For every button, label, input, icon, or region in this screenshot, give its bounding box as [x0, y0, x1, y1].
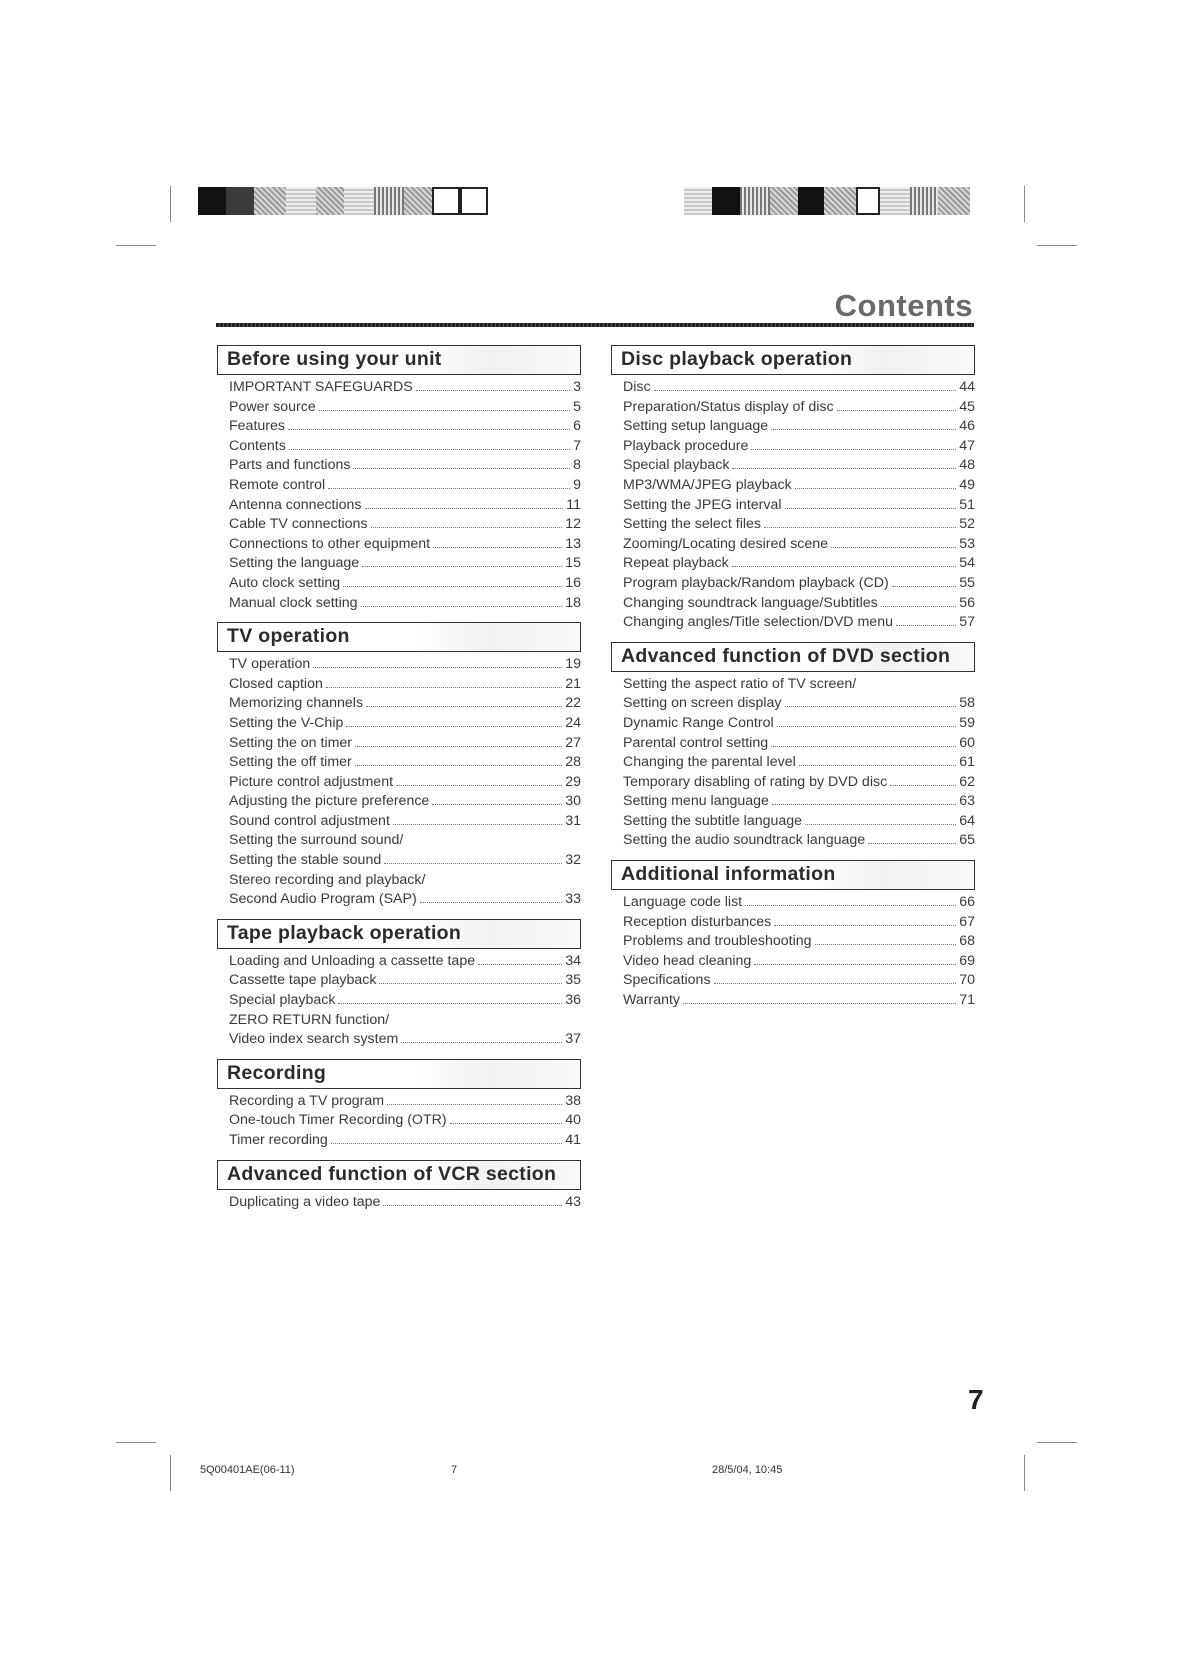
dot-leader [732, 468, 956, 469]
toc-entry [611, 971, 975, 991]
dot-leader [896, 625, 956, 626]
dot-leader [384, 863, 562, 864]
toc-entry [611, 437, 975, 457]
toc-entry [217, 476, 581, 496]
toc-entry [217, 1092, 581, 1112]
section-heading-text: TV operation [227, 625, 350, 648]
toc-entry [217, 831, 581, 851]
toc-entry-page: 12 [565, 516, 581, 533]
toc-entry [217, 594, 581, 614]
toc-entry-title: Closed caption [229, 675, 323, 692]
toc-entry [217, 655, 581, 675]
toc-entry-title: Auto clock setting [229, 574, 341, 591]
toc-entry-title: TV operation [229, 656, 311, 673]
toc-entry-page: 61 [959, 754, 975, 771]
toc-entry [217, 378, 581, 398]
toc-entry-page: 49 [959, 476, 975, 493]
dot-leader [383, 1205, 562, 1206]
toc-entry-page: 57 [959, 614, 975, 631]
crop-mark [170, 1455, 171, 1491]
dot-leader [805, 824, 956, 825]
toc-entry [611, 535, 975, 555]
toc-entry [611, 893, 975, 913]
toc-entry-page: 22 [565, 695, 581, 712]
dot-leader [355, 746, 562, 747]
toc-entry [611, 496, 975, 516]
toc-entry-page: 70 [959, 972, 975, 989]
toc-entry [217, 714, 581, 734]
dot-leader [892, 586, 956, 587]
toc-entry [217, 792, 581, 812]
toc-entry [217, 496, 581, 516]
toc-entry-page: 55 [959, 574, 975, 591]
dot-leader [799, 765, 956, 766]
toc-entry-title: Warranty [623, 992, 681, 1009]
toc-entry-title: Setting the subtitle language [623, 812, 803, 829]
section-entries-vcr-advanced [217, 1193, 581, 1213]
toc-entry [217, 1030, 581, 1050]
dot-leader [288, 429, 570, 430]
toc-entry-title: Setting on screen display [623, 695, 782, 712]
toc-entry-page: 38 [565, 1092, 581, 1109]
toc-entry [217, 574, 581, 594]
toc-entry-page: 71 [959, 992, 975, 1009]
toc-entry [611, 952, 975, 972]
toc-entry-page: 48 [959, 457, 975, 474]
dot-leader [433, 547, 562, 548]
toc-entry [217, 952, 581, 972]
toc-entry-title: Special playback [623, 457, 730, 474]
toc-entry [611, 913, 975, 933]
crop-mark [1024, 1455, 1025, 1491]
dot-leader [771, 429, 956, 430]
toc-entry [611, 398, 975, 418]
section-entries-tv [217, 655, 581, 910]
dot-leader [881, 606, 956, 607]
dot-leader [771, 746, 956, 747]
toc-entry-title: Manual clock setting [229, 594, 358, 611]
dot-leader [365, 508, 564, 509]
toc-entry-page: 6 [573, 418, 581, 435]
toc-entry-page: 66 [959, 894, 975, 911]
dot-leader [355, 765, 562, 766]
crop-mark [1024, 186, 1025, 222]
toc-entry [217, 1131, 581, 1151]
dot-leader [432, 804, 562, 805]
dot-leader [785, 508, 957, 509]
toc-entry-page: 15 [565, 555, 581, 572]
toc-entry [611, 594, 975, 614]
toc-entry-title: Special playback [229, 992, 336, 1009]
toc-entry-page: 69 [959, 952, 975, 969]
dot-leader [785, 706, 957, 707]
section-heading-text: Tape playback operation [227, 921, 462, 944]
dot-leader [328, 488, 570, 489]
toc-entry-title: Changing angles/Title selection/DVD menu [623, 614, 893, 631]
toc-entry-title: MP3/WMA/JPEG playback [623, 476, 792, 493]
toc-entry-title: IMPORTANT SAFEGUARDS [229, 379, 413, 395]
dot-leader [450, 1123, 563, 1124]
toc-entry-title: Features [229, 418, 285, 435]
toc-entry-title: Setting the on timer [229, 734, 353, 751]
toc-entry [611, 675, 975, 695]
toc-entry-title: Parts and functions [229, 457, 351, 474]
toc-entry-page: 36 [565, 992, 581, 1009]
toc-entry-title: Power source [229, 398, 316, 415]
contents-column-right [611, 345, 975, 1011]
toc-entry [217, 991, 581, 1011]
toc-entry-page: 51 [959, 496, 975, 513]
dot-leader [795, 488, 956, 489]
section-heading-text: Recording [227, 1061, 327, 1084]
dot-leader [654, 390, 957, 391]
toc-entry-page: 65 [959, 832, 975, 849]
toc-entry-page: 41 [565, 1132, 581, 1148]
toc-entry-title: Remote control [229, 476, 326, 493]
toc-entry-title: Cassette tape playback [229, 972, 377, 989]
toc-entry-page: 58 [959, 695, 975, 712]
toc-entry [611, 812, 975, 832]
toc-entry-title: Setting the stable sound [229, 852, 382, 869]
toc-entry [217, 971, 581, 991]
toc-entry [217, 515, 581, 535]
toc-entry-page: 21 [565, 675, 581, 692]
dot-leader [837, 410, 957, 411]
dot-leader [379, 983, 562, 984]
toc-entry-page: 5 [573, 398, 581, 415]
section-heading [217, 1160, 581, 1190]
toc-entry-title: Contents [229, 437, 286, 454]
dot-leader [478, 964, 562, 965]
dot-leader [362, 566, 562, 567]
section-heading [217, 1059, 581, 1089]
toc-entry-title: Stereo recording and playback/ [229, 871, 426, 888]
toc-entry-page: 37 [565, 1031, 581, 1048]
toc-entry-page: 56 [959, 594, 975, 611]
dot-leader [764, 527, 956, 528]
crop-mark [116, 1442, 156, 1443]
toc-entry [611, 574, 975, 594]
toc-entry-title: One-touch Timer Recording (OTR) [229, 1112, 447, 1129]
section-entries-additional [611, 893, 975, 1011]
toc-entry [611, 773, 975, 793]
toc-entry-title: Temporary disabling of rating by DVD disc [623, 773, 888, 790]
toc-entry-title: Repeat playback [623, 555, 729, 572]
toc-entry [611, 991, 975, 1011]
toc-entry [217, 398, 581, 418]
toc-entry [611, 515, 975, 535]
toc-entry [611, 476, 975, 496]
toc-entry [611, 417, 975, 437]
section-heading [217, 345, 581, 375]
section-heading [611, 642, 975, 672]
toc-entry-page: 46 [959, 418, 975, 435]
crop-mark [116, 245, 156, 246]
toc-entry [217, 456, 581, 476]
toc-entry-title: Setting the JPEG interval [623, 496, 782, 513]
dot-leader [416, 390, 570, 391]
toc-entry-page: 18 [565, 594, 581, 611]
section-entries-disc [611, 378, 975, 633]
toc-entry [217, 417, 581, 437]
toc-entry-title: Reception disturbances [623, 913, 772, 930]
dot-leader [868, 843, 956, 844]
toc-entry-title: Adjusting the picture preference [229, 793, 430, 810]
toc-entry [217, 773, 581, 793]
toc-entry-title: ZERO RETURN function/ [229, 1011, 390, 1028]
toc-entry [217, 437, 581, 457]
dot-leader [683, 1003, 956, 1004]
section-heading [217, 919, 581, 949]
toc-entry-title: Setting setup language [623, 418, 769, 435]
toc-entry-title: Disc [623, 379, 651, 395]
toc-entry-page: 24 [565, 714, 581, 731]
dot-leader [338, 1003, 562, 1004]
toc-entry-page: 67 [959, 913, 975, 930]
toc-entry-page: 59 [959, 714, 975, 731]
toc-entry-page: 53 [959, 535, 975, 552]
dot-leader [420, 902, 563, 903]
dot-leader [366, 706, 562, 707]
dot-leader [714, 983, 957, 984]
toc-entry-title: Video head cleaning [623, 952, 752, 969]
dot-leader [401, 1042, 562, 1043]
section-entries-tape [217, 952, 581, 1050]
dot-leader [396, 785, 562, 786]
toc-entry-page: 8 [573, 457, 581, 474]
toc-entry-page: 31 [565, 812, 581, 829]
dot-leader [331, 1143, 562, 1144]
toc-entry-page: 45 [959, 398, 975, 415]
toc-entry-page: 40 [565, 1112, 581, 1129]
crop-mark [1037, 245, 1077, 246]
toc-entry-title: Problems and troubleshooting [623, 933, 812, 950]
toc-entry-title: Program playback/Random playback (CD) [623, 574, 889, 591]
toc-entry-title: Sound control adjustment [229, 812, 390, 829]
footer-datetime: 28/5/04, 10:45 [712, 1464, 783, 1476]
section-entries-recording [217, 1092, 581, 1151]
dot-leader [772, 804, 956, 805]
toc-entry [611, 378, 975, 398]
dot-leader [353, 468, 570, 469]
toc-entry [611, 753, 975, 773]
dot-leader [745, 905, 956, 906]
toc-entry-page: 68 [959, 933, 975, 950]
dot-leader [815, 944, 957, 945]
section-heading-text: Advanced function of VCR section [227, 1162, 557, 1185]
toc-entry-title: Antenna connections [229, 496, 362, 513]
toc-entry-page: 44 [959, 379, 975, 395]
toc-entry-page: 63 [959, 793, 975, 810]
toc-entry [217, 675, 581, 695]
toc-entry-title: Parental control setting [623, 734, 769, 751]
toc-entry [611, 613, 975, 633]
toc-entry-page: 19 [565, 656, 581, 673]
toc-entry [217, 851, 581, 871]
toc-entry-title: Setting the aspect ratio of TV screen/ [623, 675, 857, 692]
toc-entry-page: 64 [959, 812, 975, 829]
color-bar-left [198, 187, 488, 215]
dot-leader [371, 527, 563, 528]
toc-entry-page: 60 [959, 734, 975, 751]
toc-entry-title: Setting the audio soundtrack language [623, 832, 866, 849]
dot-leader [343, 586, 562, 587]
section-entries-dvd-advanced [611, 675, 975, 851]
dot-leader [777, 726, 957, 727]
toc-entry-title: Setting the language [229, 555, 360, 572]
dot-leader [319, 410, 570, 411]
toc-entry-page: 62 [959, 773, 975, 790]
toc-entry-title: Cable TV connections [229, 516, 368, 533]
toc-entry-title: Setting the V-Chip [229, 714, 344, 731]
toc-entry [217, 1193, 581, 1213]
toc-entry [217, 694, 581, 714]
color-bar-right [684, 187, 970, 215]
toc-entry [611, 932, 975, 952]
toc-entry [611, 694, 975, 714]
crop-mark [1037, 1442, 1077, 1443]
toc-entry-title: Timer recording [229, 1132, 328, 1148]
toc-entry-title: Memorizing channels [229, 695, 364, 712]
toc-entry-page: 34 [565, 952, 581, 969]
title-divider [216, 323, 974, 327]
section-heading-text: Advanced function of DVD section [621, 644, 951, 667]
dot-leader [890, 785, 956, 786]
dot-leader [393, 824, 562, 825]
section-entries-before [217, 378, 581, 613]
toc-entry-title: Duplicating a video tape [229, 1193, 381, 1210]
toc-entry [611, 456, 975, 476]
toc-entry-page: 33 [565, 891, 581, 908]
dot-leader [831, 547, 956, 548]
footer-page: 7 [451, 1464, 458, 1476]
toc-entry [217, 734, 581, 754]
toc-entry [611, 554, 975, 574]
toc-entry-page: 52 [959, 516, 975, 533]
toc-entry [611, 714, 975, 734]
toc-entry-title: Connections to other equipment [229, 535, 431, 552]
toc-entry-page: 27 [565, 734, 581, 751]
toc-entry-title: Setting the off timer [229, 754, 352, 771]
toc-entry-title: Changing the parental level [623, 754, 796, 771]
section-heading [217, 622, 581, 652]
toc-entry-page: 11 [566, 496, 581, 513]
section-heading-text: Additional information [621, 863, 836, 886]
toc-entry [217, 812, 581, 832]
toc-entry-title: Setting menu language [623, 793, 769, 810]
dot-leader [387, 1104, 562, 1105]
section-heading-text: Disc playback operation [621, 348, 853, 370]
toc-entry-page: 30 [565, 793, 581, 810]
toc-entry-title: Changing soundtrack language/Subtitles [623, 594, 878, 611]
toc-entry-page: 32 [565, 852, 581, 869]
dot-leader [361, 606, 563, 607]
toc-entry [217, 535, 581, 555]
toc-entry-page: 9 [573, 476, 581, 493]
toc-entry [217, 871, 581, 891]
toc-entry-title: Loading and Unloading a cassette tape [229, 952, 476, 969]
toc-entry [611, 792, 975, 812]
toc-entry-title: Video index search system [229, 1031, 399, 1048]
page-title: Contents [834, 288, 973, 323]
toc-entry-page: 47 [959, 437, 975, 454]
toc-entry-title: Playback procedure [623, 437, 749, 454]
dot-leader [313, 667, 562, 668]
toc-entry-page: 43 [565, 1193, 581, 1210]
dot-leader [289, 449, 570, 450]
contents-column-left [217, 345, 581, 1212]
section-heading-text: Before using your unit [227, 348, 442, 370]
toc-entry-title: Recording a TV program [229, 1092, 385, 1109]
dot-leader [751, 449, 956, 450]
toc-entry [217, 1011, 581, 1031]
toc-entry-page: 3 [573, 379, 581, 395]
toc-entry-page: 16 [565, 574, 581, 591]
toc-entry-page: 7 [573, 437, 581, 454]
toc-entry-title: Specifications [623, 972, 711, 989]
crop-mark [170, 186, 171, 222]
toc-entry [217, 753, 581, 773]
toc-entry-page: 13 [565, 535, 581, 552]
toc-entry-title: Zooming/Locating desired scene [623, 535, 829, 552]
toc-entry-title: Second Audio Program (SAP) [229, 891, 417, 908]
toc-entry [217, 1111, 581, 1131]
toc-entry-title: Picture control adjustment [229, 773, 394, 790]
toc-entry-page: 35 [565, 972, 581, 989]
toc-entry-title: Preparation/Status display of disc [623, 398, 834, 415]
dot-leader [346, 726, 562, 727]
dot-leader [732, 566, 957, 567]
toc-entry [217, 890, 581, 910]
toc-entry [611, 831, 975, 851]
toc-entry-page: 29 [565, 773, 581, 790]
toc-entry-page: 54 [959, 555, 975, 572]
dot-leader [326, 687, 562, 688]
dot-leader [774, 925, 956, 926]
toc-entry-page: 28 [565, 754, 581, 771]
toc-entry [611, 734, 975, 754]
toc-entry-title: Setting the surround sound/ [229, 832, 404, 849]
page-number: 7 [968, 1384, 984, 1415]
dot-leader [754, 964, 956, 965]
toc-entry-title: Setting the select files [623, 516, 762, 533]
toc-entry-title: Dynamic Range Control [623, 714, 774, 731]
toc-entry [217, 554, 581, 574]
section-heading [611, 860, 975, 890]
toc-entry-title: Language code list [623, 894, 743, 911]
footer-code: 5Q00401AE(06-11) [200, 1464, 295, 1476]
section-heading [611, 345, 975, 375]
